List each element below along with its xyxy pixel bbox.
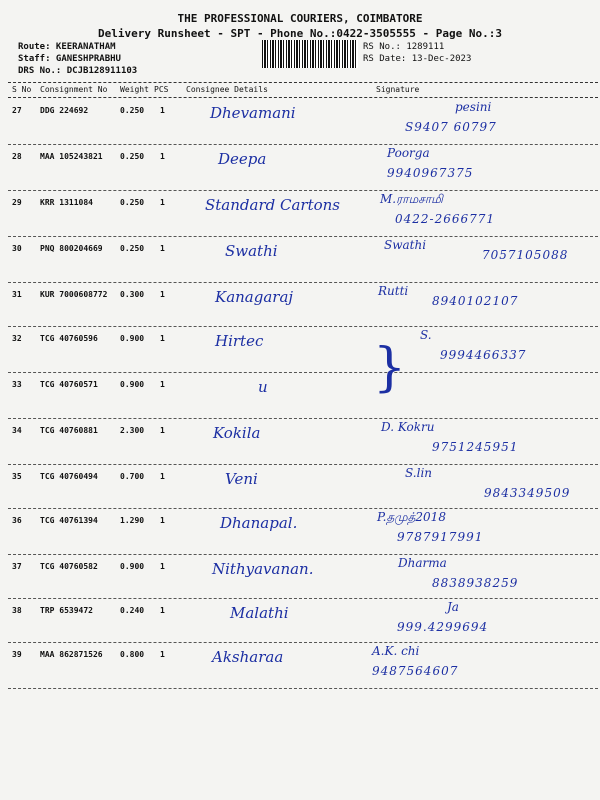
sno: 37: [12, 562, 22, 571]
consignee-name: u: [258, 378, 268, 396]
sno: 28: [12, 152, 22, 161]
sno: 32: [12, 334, 22, 343]
consignee-name: Malathi: [230, 604, 289, 622]
consignee-name: Swathi: [225, 242, 278, 260]
weight: 2.300: [120, 426, 145, 435]
table-row: [8, 236, 598, 283]
signature: Rutti: [378, 284, 409, 298]
phone-number: 9843349509: [484, 486, 571, 500]
table-row: [8, 144, 598, 191]
sno: 39: [12, 650, 22, 659]
phone-number: 999.4299694: [397, 620, 489, 634]
signature: M.ராமசாமி: [380, 192, 443, 206]
consignment-no: TCG 40760582: [40, 562, 98, 571]
table-header: [8, 82, 598, 98]
signature: S.: [420, 328, 432, 342]
phone-number: 9787917991: [397, 530, 484, 544]
weight: 0.800: [120, 650, 145, 659]
sno: 34: [12, 426, 22, 435]
consignment-no: TRP 6539472: [40, 606, 93, 615]
weight: 0.900: [120, 380, 145, 389]
rs-date: RS Date: 13-Dec-2023: [363, 54, 472, 64]
rs-number: RS No.: 1289111: [363, 42, 445, 52]
weight: 0.250: [120, 198, 145, 207]
consignee-name: Dhanapal.: [220, 514, 298, 532]
consignee-name: Kanagaraj: [215, 288, 294, 306]
signature: Ja: [447, 600, 459, 614]
pcs: 1: [160, 290, 165, 299]
consignment-no: MAA 105243821: [40, 152, 103, 161]
signature: Poorga: [387, 146, 430, 160]
weight: 0.300: [120, 290, 145, 299]
table-row: [8, 642, 598, 689]
weight: 0.700: [120, 472, 145, 481]
signature: A.K. chi: [372, 644, 420, 658]
pcs: 1: [160, 650, 165, 659]
signature: D. Kokru: [381, 420, 435, 434]
phone-number: 0422-2666771: [395, 212, 496, 226]
pcs: 1: [160, 606, 165, 615]
weight: 0.900: [120, 562, 145, 571]
pcs: 1: [160, 516, 165, 525]
phone-number: 9487564607: [372, 664, 459, 678]
pcs: 1: [160, 244, 165, 253]
col-consignment: Consignment No: [40, 85, 108, 94]
consignment-no: TCG 40761394: [40, 516, 98, 525]
barcode: [262, 40, 358, 68]
table-row: [8, 554, 598, 599]
sno: 33: [12, 380, 22, 389]
col-weight: Weight: [120, 85, 149, 94]
col-sno: S No: [12, 85, 32, 94]
drs-number: DRS No.: DCJB128911103: [18, 66, 138, 76]
phone-number: 9940967375: [387, 166, 474, 180]
weight: 0.240: [120, 606, 145, 615]
consignee-name: Hirtec: [215, 332, 264, 350]
phone-number: S9407 60797: [405, 120, 497, 134]
sno: 29: [12, 198, 22, 207]
consignment-no: DDG 224692: [40, 106, 89, 115]
consignment-no: TCG 40760571: [40, 380, 98, 389]
sno: 30: [12, 244, 22, 253]
signature: Dharma: [398, 556, 447, 570]
consignee-name: Standard Cartons: [205, 196, 340, 214]
consignee-name: Dhevamani: [210, 104, 296, 122]
table-row: [8, 508, 598, 555]
consignment-no: KRR 1311084: [40, 198, 93, 207]
table-row: [8, 98, 598, 145]
signature: S.lin: [405, 466, 433, 480]
weight: 0.900: [120, 334, 145, 343]
consignee-name: Veni: [225, 470, 258, 488]
sno: 27: [12, 106, 22, 115]
route: Route: KEERANATHAM: [18, 42, 116, 52]
company-title: THE PROFESSIONAL COURIERS, COIMBATORE: [177, 12, 423, 25]
weight: 0.250: [120, 106, 145, 115]
signature: Swathi: [384, 238, 427, 252]
sno: 35: [12, 472, 22, 481]
phone-number: 8940102107: [432, 294, 519, 308]
table-row: [8, 282, 598, 327]
pcs: 1: [160, 562, 165, 571]
consignment-no: TCG 40760596: [40, 334, 98, 343]
col-pcs: PCS: [154, 85, 169, 94]
signature: pesini: [455, 100, 492, 114]
sno: 36: [12, 516, 22, 525]
sno: 38: [12, 606, 22, 615]
table-row: [8, 598, 598, 643]
phone-number: 9994466337: [440, 348, 527, 362]
consignee-name: Nithyavanan.: [212, 560, 314, 578]
table-row: [8, 464, 598, 509]
table-row: [8, 326, 598, 373]
pcs: 1: [160, 334, 165, 343]
col-consignee: Consignee Details: [186, 85, 268, 94]
staff: Staff: GANESHPRABHU: [18, 54, 121, 64]
runsheet-subtitle: Delivery Runsheet - SPT - Phone No.:0422-3505555 - Page No.:3: [98, 27, 502, 40]
sno: 31: [12, 290, 22, 299]
pcs: 1: [160, 106, 165, 115]
pcs: 1: [160, 426, 165, 435]
pcs: 1: [160, 472, 165, 481]
consignee-name: Kokila: [213, 424, 261, 442]
consignment-no: KUR 7000608772: [40, 290, 108, 299]
pcs: 1: [160, 152, 165, 161]
phone-number: 7057105088: [482, 248, 569, 262]
col-signature: Signature: [376, 85, 420, 94]
weight: 0.250: [120, 152, 145, 161]
consignment-no: MAA 862871526: [40, 650, 103, 659]
consignee-name: Deepa: [218, 150, 267, 168]
brace-mark: }: [373, 338, 407, 398]
weight: 1.290: [120, 516, 145, 525]
signature: P.தமுத்2018: [377, 510, 446, 524]
pcs: 1: [160, 380, 165, 389]
consignment-no: TCG 40760494: [40, 472, 98, 481]
table-row: [8, 418, 598, 465]
phone-number: 8838938259: [432, 576, 519, 590]
weight: 0.250: [120, 244, 145, 253]
consignee-name: Aksharaa: [212, 648, 284, 666]
table-row: [8, 372, 598, 419]
consignment-no: TCG 40760881: [40, 426, 98, 435]
pcs: 1: [160, 198, 165, 207]
phone-number: 9751245951: [432, 440, 519, 454]
table-row: [8, 190, 598, 237]
consignment-no: PNQ 800204669: [40, 244, 103, 253]
